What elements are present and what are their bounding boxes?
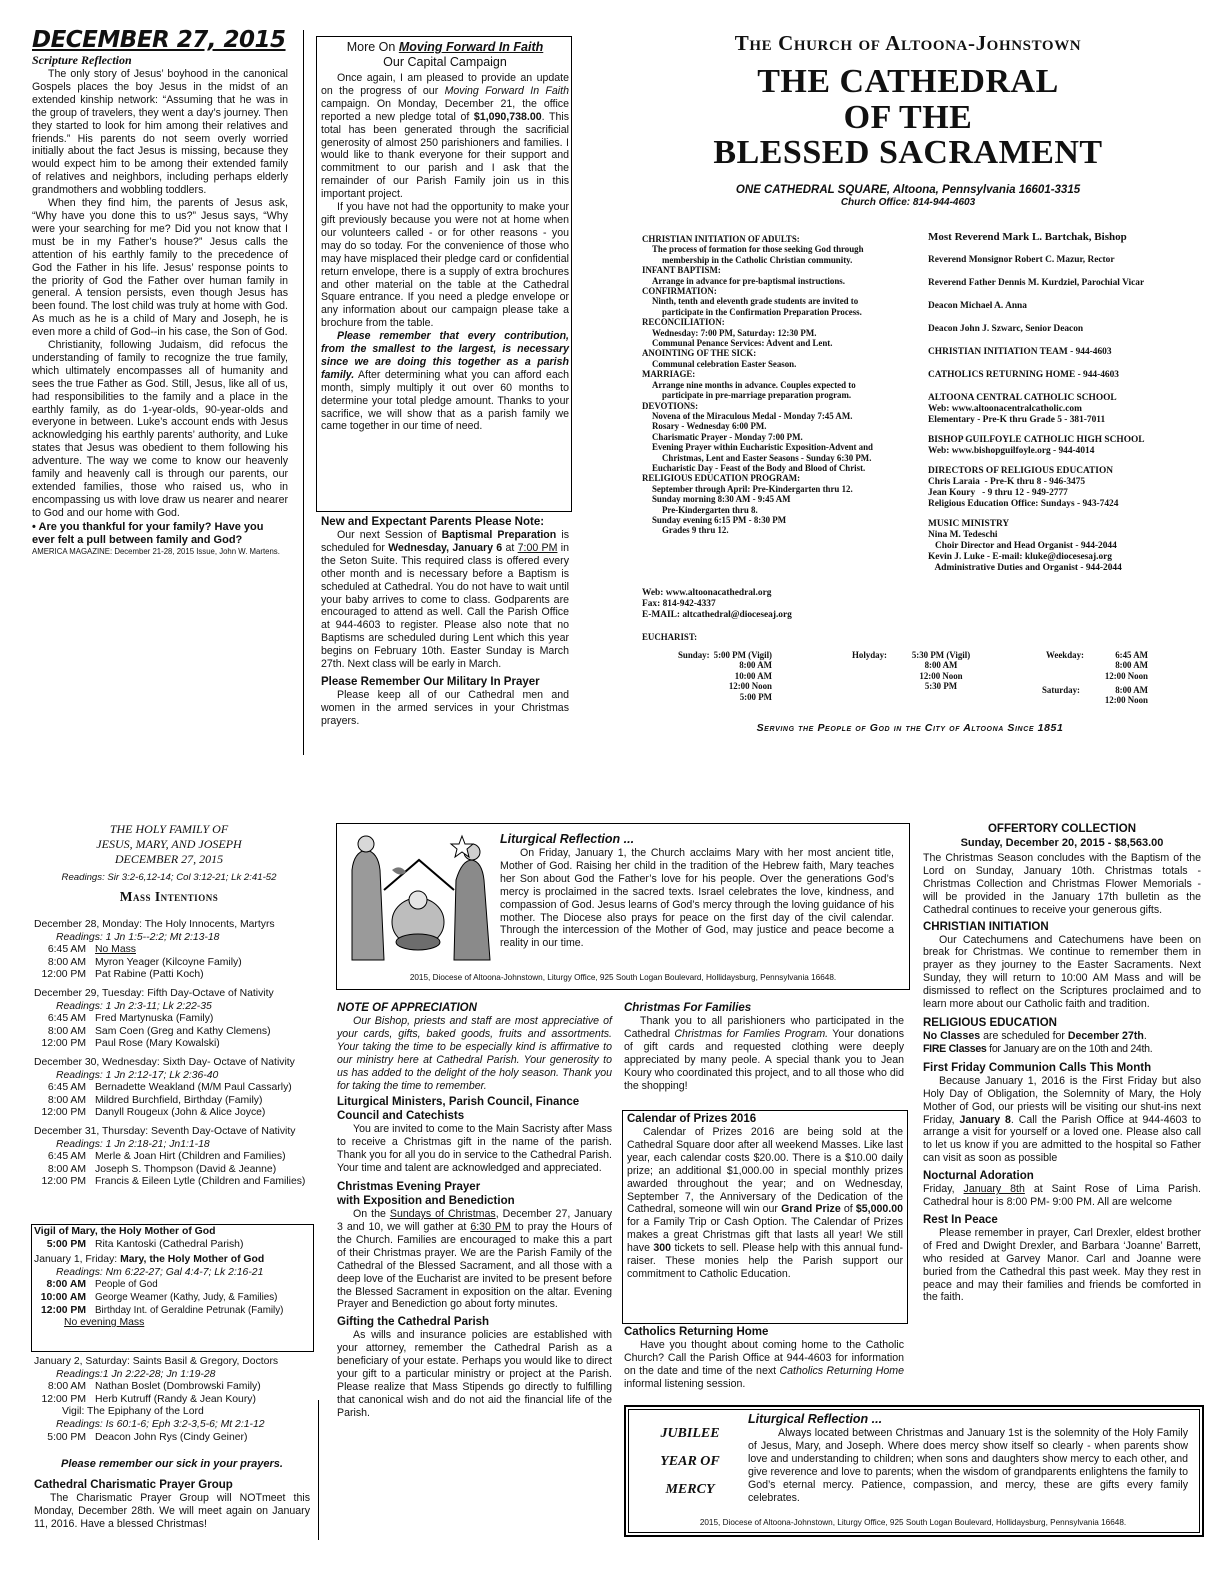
- sacrament-line: Christmas, Lent and Easter Seasons - Sunday 6:30 PM.: [662, 452, 872, 463]
- staff-title: Reverend Monsignor Robert C. Mazur, Rector: [928, 255, 1115, 265]
- jubilee-line-2: YEAR OF: [660, 1454, 720, 1469]
- mass-time: 6:45 AM: [47, 1151, 86, 1163]
- holy-family-readings: Readings: Sir 3:2-6,12-14; Col 3:12-21; Lk 2:41-52: [61, 872, 277, 883]
- mass-time: 10:00 AM: [40, 1291, 86, 1303]
- holy-family-header: [30, 822, 308, 905]
- sacrament-line: The process of formation for those seeking God through: [652, 244, 864, 255]
- sacraments-directory: [642, 234, 922, 536]
- staff-title: BISHOP GUILFOYLE CATHOLIC HIGH SCHOOL: [928, 435, 1145, 445]
- rest-in-peace-text: Please remember in prayer, Carl Drexler, eldest brother of Fred and Dwight Drexler, and Barbara ‘Joanne’ Barrett, who resided at Garvey Manor. Carl and Joanne were buried from the Cathedral this past week. May they rest in peace and may their families and friends be comforted in the faith.: [923, 1226, 1201, 1304]
- returning-section: [624, 1325, 904, 1391]
- mass-time: 12:00 PM: [41, 969, 86, 981]
- families-text: Thank you to all parishioners who participated in the Cathedral Christmas for Famlies Program. Your donations of gift cards and requested clothing were deeply appreciated by many peole. A special thank you to Jean Koury who coordinated this project, and to all those who did the shopping!: [624, 1015, 904, 1092]
- initiation-text: Our Catechumens and Catechumens have been on break for Christmas. We continue to remember them in prayer as they journey to the Easter Sacraments. Next Sunday, they will return to 10:00 AM Mass and will be dismissed to reflect on the Scriptures proclaimed and to learn more about our Catholic faith and tradition.: [923, 933, 1201, 1011]
- ministers-text: You are invited to come to the Main Sacristy after Mass to receive a Christmas gift in the name of the parish. Thank you for all you do in service to the Cathedral Parish. Your time and talent are acknowledged and appreciated.: [337, 1123, 612, 1175]
- holy-family-date: DECEMBER 27, 2015: [114, 852, 224, 866]
- fax: Fax: 814-942-4337: [642, 599, 716, 610]
- sacrament-heading: MARRIAGE:: [642, 369, 696, 380]
- vigil-heading: Vigil of Mary, the Holy Mother of God: [34, 1226, 216, 1237]
- masthead: [620, 30, 1196, 209]
- date-header: DECEMBER 27, 2015: [32, 27, 286, 53]
- staff-detail: Elementary - Pre-K thru Grade 5 - 381-7011: [928, 415, 1106, 425]
- mass-intention: Herb Kutruff (Randy & Jean Koury): [95, 1393, 256, 1405]
- mass-time: 8:00 AM: [47, 1094, 86, 1106]
- calendar-section: [627, 1112, 903, 1281]
- campaign-paragraph-3: Please remember that every contribution, from the smallest to the largest, is necessary since we are doing this together as a parish family. After determining what you can afford each month, simply multiply it out over 60 months to determine your total pledge amount. Thanks to your sacrifice, we will show that as a parish family we came together in our time of need.: [321, 330, 569, 433]
- sacrament-line: Evening Prayer within Eucharistic Exposition-Advent and: [652, 442, 873, 453]
- liturgical-reflection-2-credit: 2015, Diocese of Altoona-Johnstown, Liturgy Office, 925 South Logan Boulevard, Hollidaysburg, Pennsylvania 16648.: [699, 1518, 1127, 1527]
- eucharist-schedule: [642, 632, 1202, 712]
- saturday-times: [1088, 685, 1148, 706]
- mass-intention: Danyll Rougeux (John & Alice Joyce): [95, 1107, 266, 1119]
- sunday-time: 12:00 Noon: [728, 681, 772, 692]
- cathedral-title-1: THE CATHEDRAL: [757, 63, 1059, 100]
- mass-time: 12:00 PM: [41, 1107, 86, 1119]
- mass-time: 8:00 AM: [47, 956, 86, 968]
- middle-left-column: [337, 1001, 612, 1420]
- appreciation-heading: NOTE OF APPRECIATION: [337, 1002, 477, 1014]
- sacrament-line: Communal celebration Easter Season.: [652, 358, 797, 369]
- mass-row: [34, 1432, 310, 1445]
- mass-day: [34, 1057, 312, 1120]
- mass-row: [34, 1394, 310, 1407]
- evening-prayer-heading-2: with Exposition and Benediction: [337, 1195, 515, 1208]
- vigil-intention: Rita Kantoski (Cathedral Parish): [95, 1238, 244, 1250]
- sacrament-heading: RECONCILIATION:: [642, 317, 725, 328]
- staff-detail: Choir Director and Head Organist - 944-2044: [928, 541, 1117, 551]
- scripture-paragraph-3: Christianity, following Judaism, did refocus the understanding of family to recognize the true family, which ultimately encompasses all of humanity and sees the true Father as God. Still, Jesus, like all of us, had responsibilities to the family and a place in the earthly family, as do 1-year-olds, 90-year-olds and everyone in between. Luke’s account ends with Jesus acknowledging his earthly parents’ authority, and Luke states that Jesus was obedient to them following his adventure. The way we come to know our heavenly family and heavenly call is through our parents, our extended families, those who raised us, who in encompassing us with love draw us nearer and nearer to God and our home with God.: [32, 339, 288, 519]
- mass-intention: Bernadette Weakland (M/M Paul Cassarly): [95, 1082, 292, 1094]
- sacrament-line: participate in the Confirmation Preparation Process.: [662, 306, 862, 317]
- sacrament-line: Wednesday: 7:00 PM, Saturday: 12:30 PM.: [652, 327, 817, 338]
- vigil-row: [34, 1239, 310, 1252]
- staff-detail: Administrative Duties and Organist - 944-2044: [928, 563, 1122, 573]
- charismatic-heading: Cathedral Charismatic Prayer Group: [34, 1479, 233, 1491]
- military-heading: Please Remember Our Military In Prayer: [321, 675, 540, 688]
- mass-readings: Readings: 1 Jn 2:12-17; Lk 2:36-40: [56, 1069, 219, 1081]
- staff-detail: Nina M. Tedeschi: [928, 530, 998, 540]
- sacrament-line: Eucharistic Day - Feast of the Body and Blood of Christ.: [652, 462, 866, 473]
- holyday-label: Holyday:: [852, 650, 888, 660]
- religious-ed-text-1: No Classes are scheduled for December 27th.: [923, 1029, 1147, 1042]
- mass-time: 12:00 PM: [40, 1304, 86, 1316]
- sacrament-line: Sunday morning 8:30 AM - 9:45 AM: [652, 494, 791, 505]
- jubilee-line-1: JUBILEE: [660, 1426, 720, 1441]
- holyday-time: 5:30 PM: [924, 681, 958, 692]
- parents-section: [321, 515, 569, 728]
- staff-title: Deacon Michael A. Anna: [928, 301, 1027, 311]
- epiphany-vigil: Vigil: The Epiphany of the Lord: [62, 1406, 204, 1418]
- campaign-subtitle: Our Capital Campaign: [383, 55, 507, 69]
- jan2-section: [34, 1356, 310, 1444]
- mass-row: [34, 1164, 312, 1177]
- charismatic-text: The Charismatic Prayer Group will NOTmeet this Monday, December 28th. We will meet again on January 11, 2016. Have a blessed Christmas!: [34, 1492, 310, 1530]
- offertory-amount: Sunday, December 20, 2015 - $8,563.00: [960, 837, 1164, 849]
- mass-day: [34, 988, 312, 1051]
- sunday-time: 10:00 AM: [734, 670, 772, 681]
- liturgical-reflection-1-credit: 2015, Diocese of Altoona-Johnstown, Liturgy Office, 925 South Logan Boulevard, Hollidaysburg, Pennsylvania 16648.: [409, 973, 837, 982]
- weekday-label: Weekday:: [1046, 650, 1084, 660]
- returning-text: Have you thought about coming home to the Catholic Church? Call the Parish Office at 944-4603 for information on the date and time of the next Catholics Returning Home informal listening session.: [624, 1339, 904, 1390]
- jan1-readings: Readings: Nm 6:22-27; Gal 4:4-7; Lk 2:16-21: [56, 1266, 264, 1278]
- mass-intention: Joseph S. Thompson (David & Jeanne): [95, 1163, 277, 1175]
- liturgical-reflection-2: [748, 1411, 1188, 1504]
- liturgical-reflection-1: [500, 832, 894, 950]
- liturgical-reflection-2-text: Always located between Christmas and January 1st is the solemnity of the Holy Family of Jesus, Mary, and Joseph. Where does mercy show itself so clearly - when parents show love and understanding to children; when sons and daughters show mercy to each other, and give reverence and love to parents; when the wisdom of grandparents enlightens the family to God’s eternal mercy. Patience, compassion, and mercy, these are gifts every family celebrates.: [748, 1427, 1188, 1504]
- mass-row: [34, 1381, 310, 1394]
- mass-row: [34, 1107, 312, 1120]
- sacrament-line: Communal Penance Services: Advent and Lent.: [652, 338, 833, 349]
- mass-intention: Nathan Boslet (Dombrowski Family): [95, 1381, 261, 1393]
- mass-day: [34, 1126, 312, 1189]
- campaign-title: More On Moving Forward In Faith: [346, 40, 544, 54]
- holyday-time: 8:00 AM: [924, 660, 958, 671]
- scripture-column: [32, 28, 288, 557]
- mass-intention: People of God: [95, 1279, 158, 1291]
- mass-intention: Mildred Burchfield, Birthday (Family): [95, 1094, 263, 1106]
- cathedral-title-3: BLESSED SACRAMENT: [713, 134, 1103, 171]
- scripture-paragraph-2: When they find him, the parents of Jesus ask, “Why have you done this to us?” Jesus says, “Why were your searching for me? Did you not know that I must be in my Father’s house?” Jesus calls the attention of his earthly family to the precedence of God the Father in his life. Jesus’ response points to the priority of God the Father over human family in general. A tension persists, even though Jesus has been found. The lost child was truly at home with God. As much as he is a child of Mary and Joseph, he is even more a child of God--in his case, the Son of God.: [32, 197, 288, 339]
- sacrament-line: Novena of the Miraculous Medal - Monday 7:45 AM.: [652, 410, 853, 421]
- sunday-times: [710, 650, 772, 702]
- calendar-text: Calendar of Prizes 2016 are being sold at the Cathedral Square door after all weekend Masses. Like last year, each calendar costs $20.00. There is a $10.00 daily prize; an additional $1,000.00 in special monthly prizes awarded throughout the year; and on Wednesday, September 7, the Anniversary of the Dedication of the Cathedral, someone will win our Grand Prize of $5,000.00 for a Family Trip or Cash Option. The Calendar of Prizes makes a great Christmas gift that lasts all year! We still have 300 tickets to sell. Please help with this annual fund-raiser. These monies help the Parish support our commitment to Catholic Education.: [627, 1126, 904, 1280]
- sunday-time: 8:00 AM: [739, 660, 772, 671]
- mass-day-title: December 31, Thursday: Seventh Day-Octave of Nativity: [34, 1125, 296, 1137]
- mass-row: [34, 1026, 312, 1039]
- column-divider: [303, 30, 304, 755]
- appreciation-text: Our Bishop, priests and staff are most appreciative of your cards, gifts, baked goods, fruits and assortments. Your taking the time to be especially kind is affirmative to our ministry here at Cathedral Parish. Your generosity to us has added to the delight of the holy season. Thank you for taking the time to remember.: [337, 1015, 612, 1092]
- mass-time: 6:45 AM: [47, 1013, 86, 1025]
- families-heading: Christmas For Families: [624, 1002, 752, 1014]
- sacrament-heading: INFANT BAPTISM:: [642, 265, 721, 276]
- mass-readings: Readings: 1 Jn 2:18-21; Jn1:1-18: [56, 1138, 210, 1150]
- staff-detail: Chris Laraia - Pre-K thru 8 - 946-3475: [928, 477, 1086, 487]
- communion-text: Because January 1, 2016 is the First Friday but also Holy Day of Obligation, the Solemnity of Mary, the Holy Mother of God, our priests will be visiting our shut-ins next Friday, January 8. Call the Parish Office at 944-4603 to arrange a visit for yourself or a loved one. Please also call to let us know if you are admitted to the hospital so Father can visit as soon as possible: [923, 1074, 1201, 1165]
- mass-intention: No Mass: [95, 944, 136, 956]
- staff-title: MUSIC MINISTRY: [928, 519, 1010, 529]
- saturday-label: Saturday:: [1042, 685, 1080, 695]
- sacrament-line: Arrange in advance for pre-baptismal instructions.: [652, 275, 845, 286]
- mass-readings: Readings: 1 Jn 1:5--2:2; Mt 2:13-18: [56, 931, 220, 943]
- mass-row: [34, 969, 312, 982]
- mass-row: [34, 1095, 312, 1108]
- saturday-time: 8:00 AM: [1115, 685, 1148, 695]
- sunday-time: 5:00 PM: [739, 691, 772, 702]
- mass-row: [34, 944, 312, 957]
- jan2-title: January 2, Saturday: Saints Basil & Gregory, Doctors: [34, 1356, 279, 1367]
- religious-ed-heading: RELIGIOUS EDUCATION: [923, 1016, 1057, 1029]
- staff-entry: [928, 435, 1198, 457]
- vigil-time: 5:00 PM: [46, 1238, 86, 1250]
- mass-intention: Deacon John Rys (Cindy Geiner): [95, 1431, 248, 1443]
- vigil-section: [34, 1226, 310, 1330]
- mass-row: [34, 957, 312, 970]
- scripture-paragraph-1: The only story of Jesus’ boyhood in the canonical Gospels places the boy Jesus in the midst of an extended kinship network: “Assuming that he was in the group of travelers, they went a day’s journey. Then they started to look for him among their relatives and friends.” His parents do not seem overly worried initially about the fact Jesus is missing, because they would expect him to be among their extended family of relatives and neighbors, including perhaps elderly grandmothers and wobbling toddlers.: [32, 68, 288, 197]
- mass-day-title: December 28, Monday: The Holy Innocents, Martyrs: [34, 919, 275, 930]
- staff-entry: [928, 347, 1198, 358]
- staff-directory: [928, 232, 1198, 583]
- mass-intention: Sam Coen (Greg and Kathy Clemens): [95, 1025, 271, 1037]
- sacrament-heading: DEVOTIONS:: [642, 400, 699, 411]
- religious-ed-text-2: FIRE Classes for January are on the 10th and 24th.: [923, 1042, 1153, 1055]
- offertory-heading: OFFERTORY COLLECTION: [987, 823, 1136, 835]
- adoration-heading: Nocturnal Adoration: [923, 1170, 1034, 1183]
- mass-day: [34, 919, 312, 982]
- sacrament-line: Pre-Kindergarten thru 8.: [662, 504, 758, 515]
- cathedral-title-2: OF THE: [843, 99, 973, 136]
- epiphany-readings: Readings: Is 60:1-6; Eph 3:2-3,5-6; Mt 2:1-12: [56, 1418, 265, 1430]
- mass-time: 12:00 PM: [41, 1176, 86, 1188]
- mass-readings: Readings: 1 Jn 2:3-11; Lk 2:22-35: [56, 1000, 212, 1012]
- mass-time: 6:45 AM: [47, 944, 86, 956]
- mass-row: [34, 1082, 312, 1095]
- sacrament-heading: RELIGIOUS EDUCATION PROGRAM:: [642, 473, 801, 484]
- jan1-title: [34, 1254, 310, 1267]
- weekday-time: 12:00 Noon: [1104, 670, 1148, 681]
- sacrament-line: Ninth, tenth and eleventh grade students are invited to: [652, 296, 859, 307]
- holy-family-line-1: THE HOLY FAMILY OF: [109, 822, 229, 836]
- mass-intention: Francis & Eileen Lytle (Children and Families): [95, 1176, 306, 1188]
- mass-time: 6:45 AM: [47, 1082, 86, 1094]
- staff-detail: Religious Education Office: Sundays - 943-7424: [928, 499, 1119, 509]
- address: ONE CATHEDRAL SQUARE, Altoona, Pennsylvania 16601-3315: [735, 184, 1081, 196]
- column-divider-bottom: [318, 1400, 319, 1540]
- mass-intention: Paul Rose (Mary Kowalski): [95, 1038, 220, 1050]
- mass-row: [34, 1176, 312, 1189]
- sacrament-line: September through April: Pre-Kindergarten thru 12.: [652, 483, 853, 494]
- saturday-time: 12:00 Noon: [1104, 695, 1148, 706]
- holy-family-line-2: JESUS, MARY, AND JOSEPH: [96, 837, 242, 851]
- charismatic-section: [34, 1478, 310, 1531]
- holyday-times: [896, 650, 986, 692]
- sacrament-line: Sunday evening 6:15 PM - 8:30 PM: [652, 514, 787, 525]
- staff-detail: Web: www.bishopguilfoyle.org - 944-4014: [928, 446, 1095, 456]
- mass-time: 5:00 PM: [47, 1431, 86, 1443]
- staff-detail: Jean Koury - 9 thru 12 - 949-2777: [928, 488, 1068, 498]
- mass-intention: Pat Rabine (Patti Koch): [95, 969, 204, 981]
- returning-heading: Catholics Returning Home: [624, 1326, 769, 1338]
- website: Web: www.altoonacathedral.org: [642, 588, 772, 598]
- offertory-text: The Christmas Season concludes with the Baptism of the Lord on Sunday, January 10th. Christmas totals - Christmas Collection and Christmas Flower Memorials - will be provided in the January 17th bulletin as the Cathedral continues to receive your generous gifts.: [923, 852, 1201, 916]
- holyday-time: 12:00 Noon: [919, 670, 963, 681]
- mass-time: 8:00 AM: [47, 1163, 86, 1175]
- sick-reminder: Please remember our sick in your prayers.: [61, 1458, 283, 1470]
- staff-title: Reverend Father Dennis M. Kurdziel, Parochial Vicar: [928, 278, 1145, 288]
- staff-entry: [928, 466, 1198, 510]
- liturgical-reflection-1-heading: Liturgical Reflection ...: [500, 832, 635, 846]
- scripture-question: • Are you thankful for your family? Have you ever felt a pull between family and God?: [32, 520, 264, 546]
- mass-row: [34, 1013, 312, 1026]
- staff-entry: [928, 519, 1198, 574]
- staff-title: Deacon John J. Szwarc, Senior Deacon: [928, 324, 1084, 334]
- mass-row: [34, 1038, 312, 1051]
- scripture-source: AMERICA MAGAZINE: December 21-28, 2015 Issue, John W. Martens.: [32, 546, 280, 556]
- staff-title: ALTOONA CENTRAL CATHOLIC SCHOOL: [928, 393, 1117, 403]
- serving-tagline: Serving the People of God in the City of Altoona Since 1851: [756, 722, 1064, 734]
- parents-heading: New and Expectant Parents Please Note:: [321, 516, 545, 528]
- sacrament-heading: CONFIRMATION:: [642, 286, 717, 297]
- campaign-paragraph-1: Once again, I am pleased to provide an update on the progress of our Moving Forward In Faith campaign. On Monday, December 21, the office reported a new pledge total of $1,090,738.00. This total has been generated through the sacrificial generosity of almost 250 parishioners and families. I would like to thank everyone for their support and commitment to our parish and I ask that the remainder of our Parish Family join us in this important project.: [321, 72, 569, 201]
- ministers-heading: Liturgical Ministers, Parish Council, Finance Council and Catechists: [337, 1096, 580, 1123]
- sacrament-line: Arrange nine months in advance. Couples expected to: [652, 379, 856, 390]
- initiation-heading: CHRISTIAN INITIATION: [923, 920, 1049, 933]
- weekday-time: 8:00 AM: [1115, 660, 1148, 671]
- email: E-MAIL: altcathedral@dioceseaj.org: [642, 610, 792, 621]
- staff-entry: [928, 232, 1198, 243]
- campaign-column: [321, 40, 569, 433]
- mass-time: 12:00 PM: [41, 1038, 86, 1050]
- jan1-day: January 1, Friday:: [34, 1254, 121, 1266]
- staff-title: Most Reverend Mark L. Bartchak, Bishop: [928, 231, 1127, 243]
- liturgical-reflection-2-heading: Liturgical Reflection ...: [748, 1412, 883, 1426]
- mass-intentions-heading: Mass Intentions: [119, 889, 219, 904]
- nativity-image: [344, 830, 494, 966]
- staff-detail: Web: www.altoonacentralcatholic.com: [928, 404, 1082, 414]
- gifting-text: As wills and insurance policies are established with your attorney, remember the Cathedral Parish as a beneficiary of your estate. Perhaps you would like to direct your gift to a particular ministry or project at the Parish. Please realize that Mass Stipends go directly to fulfilling that canonical wish and do not aid the financial life of the Parish.: [337, 1329, 612, 1419]
- church-name: The Church of Altoona-Johnstown: [734, 31, 1082, 55]
- staff-title: DIRECTORS OF RELIGIOUS EDUCATION: [928, 466, 1114, 476]
- weekday-time: 6:45 AM: [1115, 650, 1148, 660]
- staff-title: CHRISTIAN INITIATION TEAM - 944-4603: [928, 347, 1112, 357]
- mass-time: 12:00 PM: [41, 1393, 86, 1405]
- sunday-time: 5:00 PM (Vigil): [713, 650, 772, 660]
- rest-in-peace-heading: Rest In Peace: [923, 1213, 998, 1226]
- jan2-readings: Readings:1 Jn 2:22-28; Jn 1:19-28: [56, 1368, 216, 1380]
- staff-entry: [928, 301, 1198, 312]
- no-evening-mass: No evening Mass: [64, 1317, 145, 1329]
- staff-detail: Kevin J. Luke - E-mail: kluke@diocesesaj.org: [928, 552, 1112, 562]
- sunday-label: Sunday:: [678, 650, 710, 660]
- jan1-feast: Mary, the Holy Mother of God: [120, 1254, 265, 1266]
- parents-text: Our next Session of Baptismal Preparation is scheduled for Wednesday, January 6 at 7:00 PM in the Seton Suite. This required class is offered every other month and is necessary before a Baptism is scheduled at Cathedral. You do not have to wait until your baby arrives to come to class. Godparents are encouraged to attend as well. Call the Parish Office at 944-4603 to register. Please also note that no Baptisms are scheduled during Lent which this year begins on February 10th. Easter Sunday is March 27th. Next class will be early in March.: [321, 529, 570, 671]
- eucharist-label: EUCHARIST:: [642, 632, 698, 642]
- mass-intention: Myron Yeager (Kilcoyne Family): [95, 956, 242, 968]
- evening-prayer-heading-1: Christmas Evening Prayer: [337, 1181, 481, 1194]
- mass-row: [34, 1151, 312, 1164]
- mass-row: [34, 1292, 310, 1305]
- staff-entry: [928, 255, 1198, 266]
- mass-row: [34, 1279, 310, 1292]
- staff-entry: [928, 370, 1198, 381]
- mass-row: [34, 1305, 310, 1318]
- mass-day-title: December 30, Wednesday: Sixth Day- Octave of Nativity: [34, 1056, 295, 1068]
- jubilee-label: [640, 1420, 740, 1504]
- jubilee-line-3: MERCY: [665, 1482, 715, 1497]
- office-phone: Church Office: 814-944-4603: [840, 197, 976, 208]
- mass-intention: Fred Martynuska (Family): [95, 1013, 214, 1025]
- military-text: Please keep all of our Cathedral men and women in the armed services in your Christmas prayers.: [321, 688, 569, 727]
- sacrament-line: Rosary - Wednesday 6:00 PM.: [652, 421, 767, 432]
- mass-day-title: December 29, Tuesday: Fifth Day-Octave of Nativity: [34, 987, 274, 999]
- mass-intention: George Weamer (Kathy, Judy, & Families): [95, 1291, 278, 1303]
- weekday-times: [1088, 650, 1148, 681]
- scripture-heading: Scripture Reflection: [32, 53, 132, 67]
- right-column: [923, 822, 1201, 1304]
- gifting-heading: Gifting the Cathedral Parish: [337, 1316, 490, 1329]
- calendar-heading: Calendar of Prizes 2016: [627, 1113, 757, 1125]
- mass-time: 8:00 AM: [47, 1381, 86, 1393]
- communion-heading: First Friday Communion Calls This Month: [923, 1061, 1152, 1074]
- sacrament-line: membership in the Catholic Christian community.: [662, 254, 853, 265]
- mass-intention: Birthday Int. of Geraldine Petrunak (Family): [95, 1304, 284, 1316]
- staff-title: CATHOLICS RETURNING HOME - 944-4603: [928, 370, 1119, 380]
- sacrament-line: Grades 9 thru 12.: [662, 525, 729, 536]
- staff-entry: [928, 324, 1198, 335]
- sacrament-line: Charismatic Prayer - Monday 7:00 PM.: [652, 431, 803, 442]
- holyday-time: 5:30 PM (Vigil): [911, 650, 971, 660]
- staff-entry: [928, 278, 1198, 289]
- staff-entry: [928, 393, 1198, 426]
- campaign-paragraph-2: If you have not had the opportunity to make your gift previously because you were not at home when our volunteers called - or for other reasons - you may do so today. For the convenience of those who may have misplaced their pledge card or confidential return envelope, there is a supply of extra brochures and other material on the table at the Cathedral Square entrance. If you need a pledge envelope or any information about our campaign please take a brochure from the table.: [321, 201, 569, 330]
- liturgical-reflection-1-text: On Friday, January 1, the Church acclaims Mary with her most ancient title, Mother of God. Raising her child in the tradition of the Hebrew faith, Mary teaches her Son about God the Father’s love for his people. Over the generations God’s mercy is proclaimed in the sacred texts. Israel celebrates the love, kindness, and compassion of God. Jesus learns of God’s mercy through the loving guidance of his mother. The Diocese also prays for peace on the first day of the civil calendar. Through the intercession of the Mother of God, may justice and peace become a reality in our time.: [500, 847, 894, 950]
- mass-intentions: [34, 919, 312, 1195]
- contact-info: [642, 588, 922, 622]
- sacrament-line: participate in pre-marriage preparation program.: [662, 390, 852, 401]
- evening-prayer-text: On the Sundays of Christmas, December 27, January 3 and 10, we will gather at 6:30 PM to pray the Hours of the Church. Families are encouraged to make this a part of their Christmas prayer. We are the Parish Family of the Cathedral of the Blessed Sacrament, and all those with a deep love of the Eucharist are invited to be present before the Blessed Sacrament in exposition on the altar. Evening Prayer and Benediction go about forty minutes.: [337, 1208, 612, 1311]
- mass-time: 8:00 AM: [47, 1025, 86, 1037]
- mass-intention: Merle & Joan Hirt (Children and Families): [95, 1151, 286, 1163]
- sacrament-heading: ANOINTING OF THE SICK:: [642, 348, 757, 359]
- middle-right-column: [624, 1001, 904, 1092]
- adoration-text: Friday, January 8th at Saint Rose of Lima Parish. Cathedral hour is 8:00 PM- 9:00 PM. All are welcome: [923, 1183, 1201, 1209]
- mass-time: 8:00 AM: [46, 1279, 86, 1291]
- sacrament-heading: CHRISTIAN INITIATION OF ADULTS:: [642, 234, 800, 244]
